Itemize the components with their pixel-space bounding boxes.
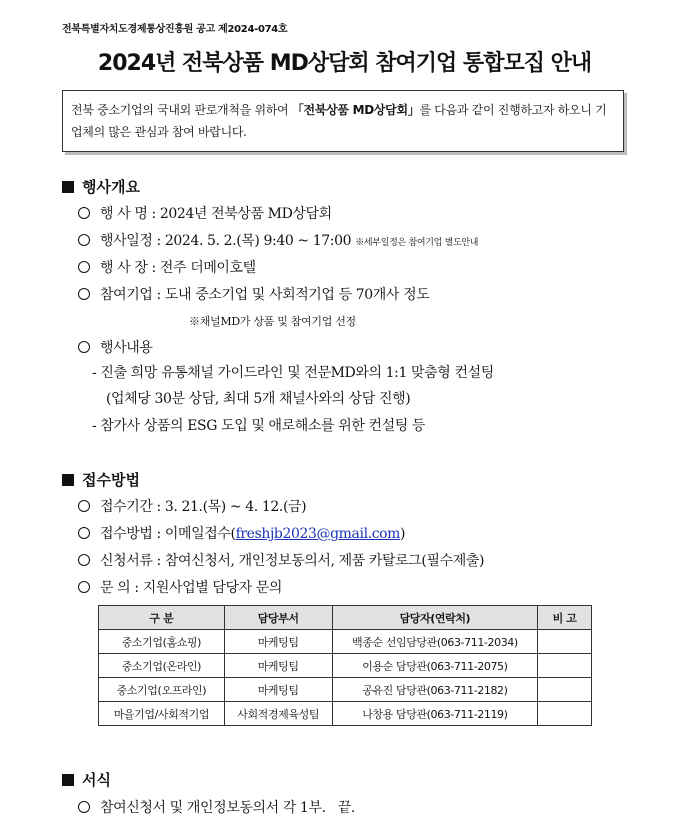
cell-contact: 이용순 담당관(063-711-2075) — [332, 654, 538, 678]
contact-table — [98, 605, 592, 726]
intro-highlight: 「전북상품 MD상담회」 — [291, 103, 420, 117]
cell-category: 마을기업/사회적기업 — [99, 702, 225, 726]
intro-text-before: 전북 중소기업의 국내외 판로개척을 위하여 — [71, 103, 292, 117]
section-heading-text: 서식 — [82, 771, 111, 789]
forms-end: 끝. — [337, 800, 355, 816]
event-venue-row — [78, 257, 256, 277]
event-venue-label: 행 사 장 : — [100, 260, 160, 276]
inquiry-row — [78, 577, 282, 597]
cell-note — [538, 678, 592, 702]
circle-bullet-icon — [78, 288, 90, 300]
document-title: 2024년 전북상품 MD상담회 참여기업 통합모집 안내 — [97, 51, 592, 76]
application-period-value: 3. 21.(목) ~ 4. 12.(금) — [164, 499, 307, 515]
table-row — [99, 678, 592, 702]
participants-row — [78, 284, 429, 304]
content-item: - 참가사 상품의 ESG 도입 및 애로해소를 위한 컨설팅 등 — [92, 418, 426, 434]
event-date-row — [78, 230, 478, 250]
application-method-label: 접수방법 : — [100, 526, 165, 542]
cell-note — [538, 702, 592, 726]
cell-category: 중소기업(홈쇼핑) — [99, 630, 225, 654]
application-period-row — [78, 496, 306, 516]
forms-row — [78, 797, 355, 817]
section-heading-forms — [62, 769, 111, 790]
event-date-value: 2024. 5. 2.(목) 9:40 ~ 17:00 — [164, 233, 352, 249]
event-venue-value: 전주 더메이호텔 — [159, 260, 256, 276]
cell-department: 마케팅팀 — [224, 678, 332, 702]
participants-label: 참여기업 : — [100, 287, 165, 303]
event-name-row — [78, 203, 332, 223]
cell-category: 중소기업(온라인) — [99, 654, 225, 678]
forms-item: 참여신청서 및 개인정보동의서 각 1부. — [100, 800, 326, 816]
circle-bullet-icon — [78, 801, 90, 813]
cell-contact: 공유진 담당관(063-711-2182) — [332, 678, 538, 702]
cell-department: 마케팅팀 — [224, 630, 332, 654]
circle-bullet-icon — [78, 261, 90, 273]
application-docs-value: 참여신청서, 개인정보동의서, 제품 카탈로그(필수제출) — [164, 553, 485, 569]
inquiry-value: 지원사업별 담당자 문의 — [142, 580, 283, 596]
table-row — [99, 702, 592, 726]
square-bullet-icon — [62, 474, 74, 486]
event-date-label: 행사일정 : — [100, 233, 165, 249]
header-category: 구 분 — [99, 606, 225, 630]
content-item: (업체당 30분 상담, 최대 5개 채널사와의 상담 진행) — [106, 391, 411, 407]
cell-department: 사회적경제육성팀 — [224, 702, 332, 726]
circle-bullet-icon — [78, 234, 90, 246]
circle-bullet-icon — [78, 554, 90, 566]
circle-bullet-icon — [78, 500, 90, 512]
section-heading-text: 행사개요 — [82, 178, 140, 196]
event-name-value: 2024년 전북상품 MD상담회 — [159, 206, 332, 222]
cell-department: 마케팅팀 — [224, 654, 332, 678]
section-heading-application — [62, 469, 140, 490]
cell-note — [538, 654, 592, 678]
section-heading-text: 접수방법 — [82, 471, 140, 489]
application-docs-label: 신청서류 : — [100, 553, 165, 569]
inquiry-label: 문 의 : — [100, 580, 143, 596]
circle-bullet-icon — [78, 527, 90, 539]
event-name-label: 행 사 명 : — [100, 206, 160, 222]
cell-contact: 나창용 담당관(063-711-2119) — [332, 702, 538, 726]
application-method-row — [78, 523, 405, 543]
table-header-row — [99, 606, 592, 630]
intro-box — [62, 90, 624, 152]
cell-contact: 백종순 선임담당관(063-711-2034) — [332, 630, 538, 654]
application-docs-row — [78, 550, 484, 570]
notice-number: 전북특별자치도경제통상진흥원 공고 제2024-074호 — [62, 24, 288, 35]
event-content-label: 행사내용 — [100, 340, 153, 356]
circle-bullet-icon — [78, 207, 90, 219]
participants-value: 도내 중소기업 및 사회적기업 등 70개사 정도 — [164, 287, 430, 303]
header-department: 담당부서 — [224, 606, 332, 630]
event-content-row — [78, 337, 153, 357]
participants-note: ※채널MD가 상품 및 참여기업 선정 — [189, 315, 356, 328]
application-method-value: 이메일접수( — [164, 526, 236, 542]
circle-bullet-icon — [78, 341, 90, 353]
circle-bullet-icon — [78, 581, 90, 593]
header-contact: 담당자(연락처) — [332, 606, 538, 630]
event-date-note: ※세부일정은 참여기업 별도안내 — [355, 238, 479, 248]
content-item: - 진출 희망 유통채널 가이드라인 및 전문MD와의 1:1 맞춤형 컨설팅 — [92, 365, 494, 381]
table-row — [99, 630, 592, 654]
cell-category: 중소기업(오프라인) — [99, 678, 225, 702]
email-link[interactable]: freshjb2023@gmail.com — [235, 526, 401, 542]
application-method-end: ) — [400, 526, 406, 542]
table-row — [99, 654, 592, 678]
cell-note — [538, 630, 592, 654]
intro-text-after: 를 다음과 같이 진행하고자 하오니 기업체의 많은 관심과 참여 바랍니다. — [71, 103, 607, 139]
square-bullet-icon — [62, 774, 74, 786]
section-heading-overview — [62, 176, 140, 197]
header-note: 비 고 — [538, 606, 592, 630]
square-bullet-icon — [62, 181, 74, 193]
application-period-label: 접수기간 : — [100, 499, 165, 515]
